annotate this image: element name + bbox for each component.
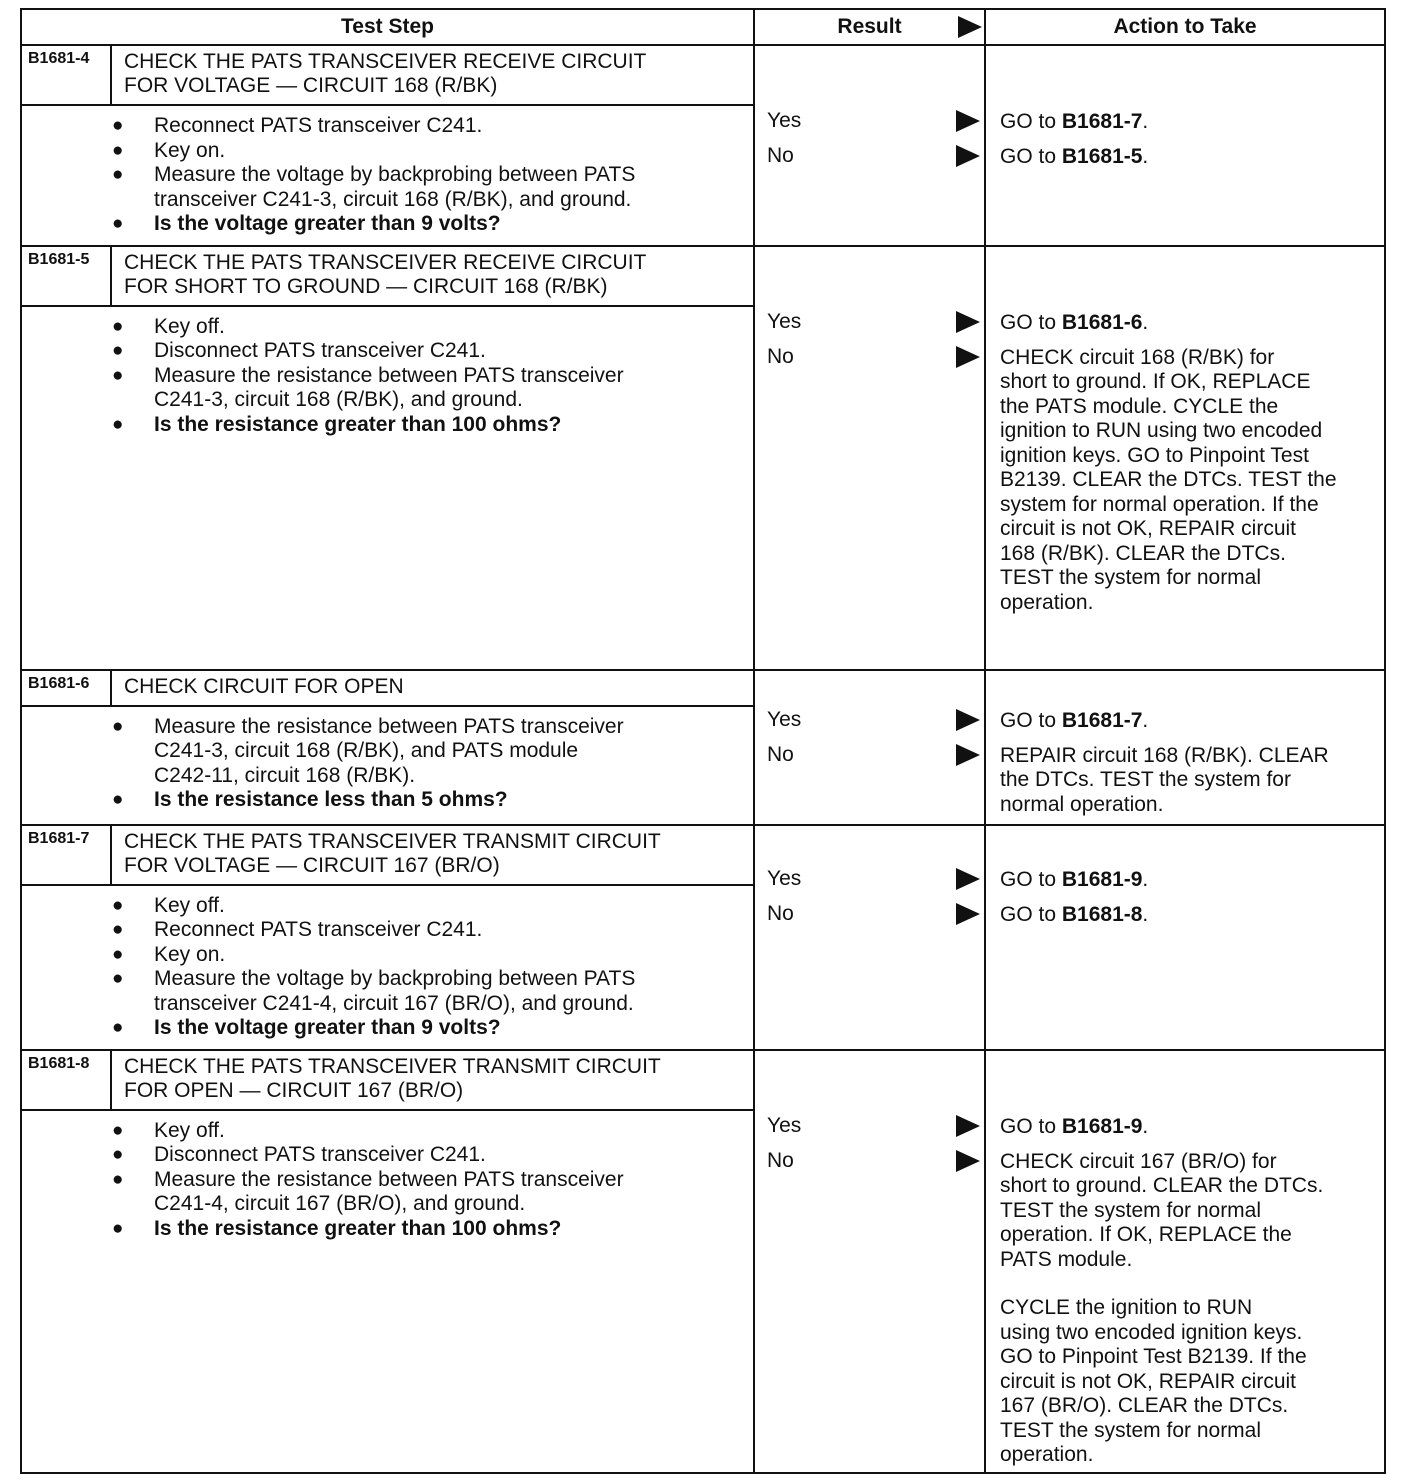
no-action-line: circuit is not OK, REPAIR circuit xyxy=(1000,517,1297,540)
no-action-line: ignition keys. GO to Pinpoint Test xyxy=(1000,443,1309,467)
result-yes xyxy=(755,108,984,143)
test-step-row xyxy=(21,1050,1385,1473)
step-title-line: CHECK THE PATS TRANSCEIVER RECEIVE CIRCUIT xyxy=(124,250,647,274)
no-action-prefix: GO to xyxy=(1000,902,1062,926)
right-triangle-arrow-icon xyxy=(956,1150,980,1172)
right-triangle-arrow-icon xyxy=(956,744,980,766)
step-instruction xyxy=(112,364,745,413)
instruction-line: C241-3, circuit 168 (R/BK), and ground. xyxy=(154,388,523,411)
instruction-line: ● Measure the resistance between PATS transceiver xyxy=(154,363,624,387)
step-instruction xyxy=(112,315,745,340)
step-id: B1681-5 xyxy=(22,247,111,306)
yes-action-prefix: GO to xyxy=(1000,310,1062,334)
step-title-line: CHECK THE PATS TRANSCEIVER TRANSMIT CIRCUIT xyxy=(124,829,661,853)
instruction-line: ● Key off. xyxy=(154,1118,225,1142)
step-title-line: FOR VOLTAGE — CIRCUIT 167 (BR/O) xyxy=(124,853,500,877)
header-test-step: Test Step xyxy=(21,9,754,45)
yes-action xyxy=(986,311,1384,346)
action-cell xyxy=(985,246,1385,670)
paragraph-gap xyxy=(986,1272,1384,1296)
yes-action-suffix: . xyxy=(1142,110,1149,133)
no-action-line: operation. xyxy=(1000,1443,1094,1466)
no-action-line: circuit is not OK, REPAIR circuit xyxy=(1000,1369,1297,1393)
step-instruction xyxy=(112,1119,745,1144)
right-triangle-arrow-icon xyxy=(956,868,980,890)
test-step-cell xyxy=(21,1050,754,1473)
instruction-line: ● Reconnect PATS transceiver C241. xyxy=(154,114,483,137)
test-step-cell xyxy=(21,670,754,825)
test-step-row xyxy=(21,825,1385,1050)
right-triangle-arrow-icon xyxy=(956,145,980,167)
instruction-line: ● Measure the resistance between PATS transceiver xyxy=(154,1167,624,1191)
no-action-line: ignition to RUN using two encoded xyxy=(1000,419,1323,442)
result-cell xyxy=(754,246,985,670)
step-instruction xyxy=(112,1168,745,1217)
step-question: ● Is the resistance less than 5 ohms? xyxy=(112,788,745,813)
no-action-line: B2139. CLEAR the DTCs. TEST the xyxy=(1000,468,1337,491)
step-title-line: FOR VOLTAGE — CIRCUIT 168 (R/BK) xyxy=(124,74,498,97)
result-no-label: No xyxy=(767,1148,794,1172)
header-result-cell xyxy=(754,9,985,45)
steps-body xyxy=(21,45,1385,1473)
yes-action xyxy=(986,868,1384,903)
yes-action-suffix: . xyxy=(1142,867,1149,891)
action-cell xyxy=(985,670,1385,825)
result-yes-label: Yes xyxy=(767,866,802,890)
result-yes-label: Yes xyxy=(767,309,802,333)
step-title xyxy=(111,247,753,306)
step-instruction xyxy=(112,139,745,164)
step-title-line: FOR OPEN — CIRCUIT 167 (BR/O) xyxy=(124,1078,464,1102)
instruction-line: ● Reconnect PATS transceiver C241. xyxy=(154,918,483,941)
result-yes-label: Yes xyxy=(767,109,802,132)
step-instructions xyxy=(22,1111,753,1250)
no-action-line: TEST the system for normal xyxy=(1000,566,1262,589)
yes-action-prefix: GO to xyxy=(1000,110,1062,133)
step-question: ● Is the voltage greater than 9 volts? xyxy=(112,1016,745,1041)
result-yes-label: Yes xyxy=(767,1113,802,1137)
action-cell xyxy=(985,825,1385,1050)
step-instructions xyxy=(22,106,753,245)
result-cell xyxy=(754,45,985,246)
step-instruction xyxy=(112,967,745,1016)
step-instruction xyxy=(112,715,745,789)
no-action-line: 168 (R/BK). CLEAR the DTCs. xyxy=(1000,541,1286,565)
step-id: B1681-6 xyxy=(22,671,111,706)
result-no xyxy=(755,1148,984,1183)
right-triangle-arrow-icon xyxy=(956,1115,980,1137)
instruction-line: ● Key on. xyxy=(154,138,226,162)
test-step-row xyxy=(21,670,1385,825)
step-instruction xyxy=(112,943,745,968)
step-instruction xyxy=(112,1143,745,1168)
yes-action-ref: B1681-9 xyxy=(1061,867,1143,891)
yes-action-prefix: GO to xyxy=(1000,1114,1062,1138)
test-step-row xyxy=(21,45,1385,246)
step-instruction xyxy=(112,894,745,919)
header-row xyxy=(21,9,1385,45)
step-question: ● Is the resistance greater than 100 ohms? xyxy=(112,1217,745,1242)
result-no-label: No xyxy=(767,344,794,368)
result-yes xyxy=(755,309,984,344)
step-id: B1681-4 xyxy=(22,46,111,105)
step-title xyxy=(111,1051,753,1110)
pinpoint-test-table xyxy=(20,8,1386,1474)
step-title xyxy=(111,826,753,885)
no-action-line: operation. If OK, REPLACE the xyxy=(1000,1223,1292,1246)
no-action-line: system for normal operation. If the xyxy=(1000,492,1319,516)
step-instructions xyxy=(22,707,753,821)
yes-action-prefix: GO to xyxy=(1000,867,1062,891)
result-no-label: No xyxy=(767,901,794,925)
step-title-line: CHECK THE PATS TRANSCEIVER TRANSMIT CIRCUIT xyxy=(124,1054,661,1078)
no-action-prefix: GO to xyxy=(1000,145,1062,168)
no-action-line: normal operation. xyxy=(1000,792,1164,816)
step-instructions xyxy=(22,886,753,1049)
no-action-line: TEST the system for normal xyxy=(1000,1418,1262,1442)
no-action-suffix: . xyxy=(1142,145,1149,168)
result-no xyxy=(755,143,984,178)
test-step-cell xyxy=(21,825,754,1050)
no-action xyxy=(986,145,1384,170)
right-triangle-arrow-icon xyxy=(958,16,982,38)
step-instruction xyxy=(112,114,745,139)
yes-action xyxy=(986,709,1384,744)
instruction-line: ● Key off. xyxy=(154,893,225,917)
no-action-line: the PATS module. CYCLE the xyxy=(1000,394,1279,418)
no-action-line: short to ground. If OK, REPLACE xyxy=(1000,370,1311,393)
no-action-ref: B1681-8 xyxy=(1061,902,1143,926)
result-yes xyxy=(755,1113,984,1148)
no-action-line: PATS module. xyxy=(1000,1247,1133,1271)
instruction-line: C241-3, circuit 168 (R/BK), and PATS module xyxy=(154,739,579,762)
result-yes-label: Yes xyxy=(767,707,802,731)
yes-action xyxy=(986,110,1384,145)
right-triangle-arrow-icon xyxy=(956,311,980,333)
step-title-line: CHECK THE PATS TRANSCEIVER RECEIVE CIRCUIT xyxy=(124,50,647,73)
yes-action xyxy=(986,1115,1384,1150)
test-step-row xyxy=(21,246,1385,670)
right-triangle-arrow-icon xyxy=(956,110,980,132)
step-title xyxy=(111,671,753,706)
header-result: Result xyxy=(837,15,902,38)
result-no xyxy=(755,344,984,379)
action-cell xyxy=(985,45,1385,246)
instruction-line: ● Measure the voltage by backprobing between PATS xyxy=(154,967,636,990)
result-cell xyxy=(754,1050,985,1473)
header-action: Action to Take xyxy=(985,9,1385,45)
instruction-line: ● Measure the voltage by backprobing between PATS xyxy=(154,163,636,186)
yes-action-suffix: . xyxy=(1142,310,1149,334)
no-action-line: GO to Pinpoint Test B2139. If the xyxy=(1000,1345,1307,1368)
no-action-line: TEST the system for normal xyxy=(1000,1198,1262,1222)
step-id: B1681-7 xyxy=(22,826,111,885)
test-step-cell xyxy=(21,45,754,246)
step-question: ● Is the voltage greater than 9 volts? xyxy=(112,212,745,237)
yes-action-suffix: . xyxy=(1142,708,1149,732)
no-action-line: operation. xyxy=(1000,590,1094,614)
no-action xyxy=(986,903,1384,928)
no-action-ref: B1681-5 xyxy=(1061,145,1143,168)
yes-action-suffix: . xyxy=(1142,1114,1149,1138)
step-instruction xyxy=(112,163,745,212)
result-yes xyxy=(755,866,984,901)
step-title-line: FOR SHORT TO GROUND — CIRCUIT 168 (R/BK) xyxy=(124,274,608,298)
instruction-line: ● Measure the resistance between PATS transceiver xyxy=(154,714,624,738)
instruction-line: ● Disconnect PATS transceiver C241. xyxy=(154,1143,486,1166)
result-yes xyxy=(755,707,984,742)
instruction-line: ● Key off. xyxy=(154,314,225,338)
yes-action-ref: B1681-9 xyxy=(1061,1114,1143,1138)
no-action-line: CYCLE the ignition to RUN xyxy=(1000,1296,1253,1319)
action-cell xyxy=(985,1050,1385,1473)
step-title xyxy=(111,46,753,105)
instruction-line: C241-4, circuit 167 (BR/O), and ground. xyxy=(154,1192,526,1215)
instruction-line: ● Disconnect PATS transceiver C241. xyxy=(154,339,486,362)
yes-action-ref: B1681-7 xyxy=(1061,708,1143,732)
step-instruction xyxy=(112,339,745,364)
no-action-line: using two encoded ignition keys. xyxy=(1000,1320,1303,1344)
right-triangle-arrow-icon xyxy=(956,903,980,925)
no-action-line: short to ground. CLEAR the DTCs. xyxy=(1000,1174,1324,1197)
result-no xyxy=(755,742,984,777)
result-cell xyxy=(754,670,985,825)
test-step-cell xyxy=(21,246,754,670)
step-question: ● Is the resistance greater than 100 ohms? xyxy=(112,413,745,438)
instruction-line: transceiver C241-4, circuit 167 (BR/O), and ground. xyxy=(154,991,634,1015)
result-cell xyxy=(754,825,985,1050)
no-action-line: CHECK circuit 167 (BR/O) for xyxy=(1000,1149,1277,1173)
step-id: B1681-8 xyxy=(22,1051,111,1110)
result-no xyxy=(755,901,984,936)
right-triangle-arrow-icon xyxy=(956,709,980,731)
step-instruction xyxy=(112,918,745,943)
step-title-line: CHECK CIRCUIT FOR OPEN xyxy=(124,674,404,698)
no-action-line: the DTCs. TEST the system for xyxy=(1000,768,1291,791)
step-instructions xyxy=(22,307,753,446)
right-triangle-arrow-icon xyxy=(956,346,980,368)
no-action-line: CHECK circuit 168 (R/BK) for xyxy=(1000,345,1275,369)
instruction-line: transceiver C241-3, circuit 168 (R/BK), and ground. xyxy=(154,187,632,211)
result-no-label: No xyxy=(767,144,794,167)
yes-action-prefix: GO to xyxy=(1000,708,1062,732)
result-no-label: No xyxy=(767,742,794,766)
yes-action-ref: B1681-7 xyxy=(1061,110,1143,133)
instruction-line: ● Key on. xyxy=(154,942,226,966)
yes-action-ref: B1681-6 xyxy=(1061,310,1143,334)
no-action-line: 167 (BR/O). CLEAR the DTCs. xyxy=(1000,1394,1289,1417)
instruction-line: C242-11, circuit 168 (R/BK). xyxy=(154,763,416,787)
no-action-suffix: . xyxy=(1142,902,1149,926)
no-action-line: REPAIR circuit 168 (R/BK). CLEAR xyxy=(1000,743,1329,767)
